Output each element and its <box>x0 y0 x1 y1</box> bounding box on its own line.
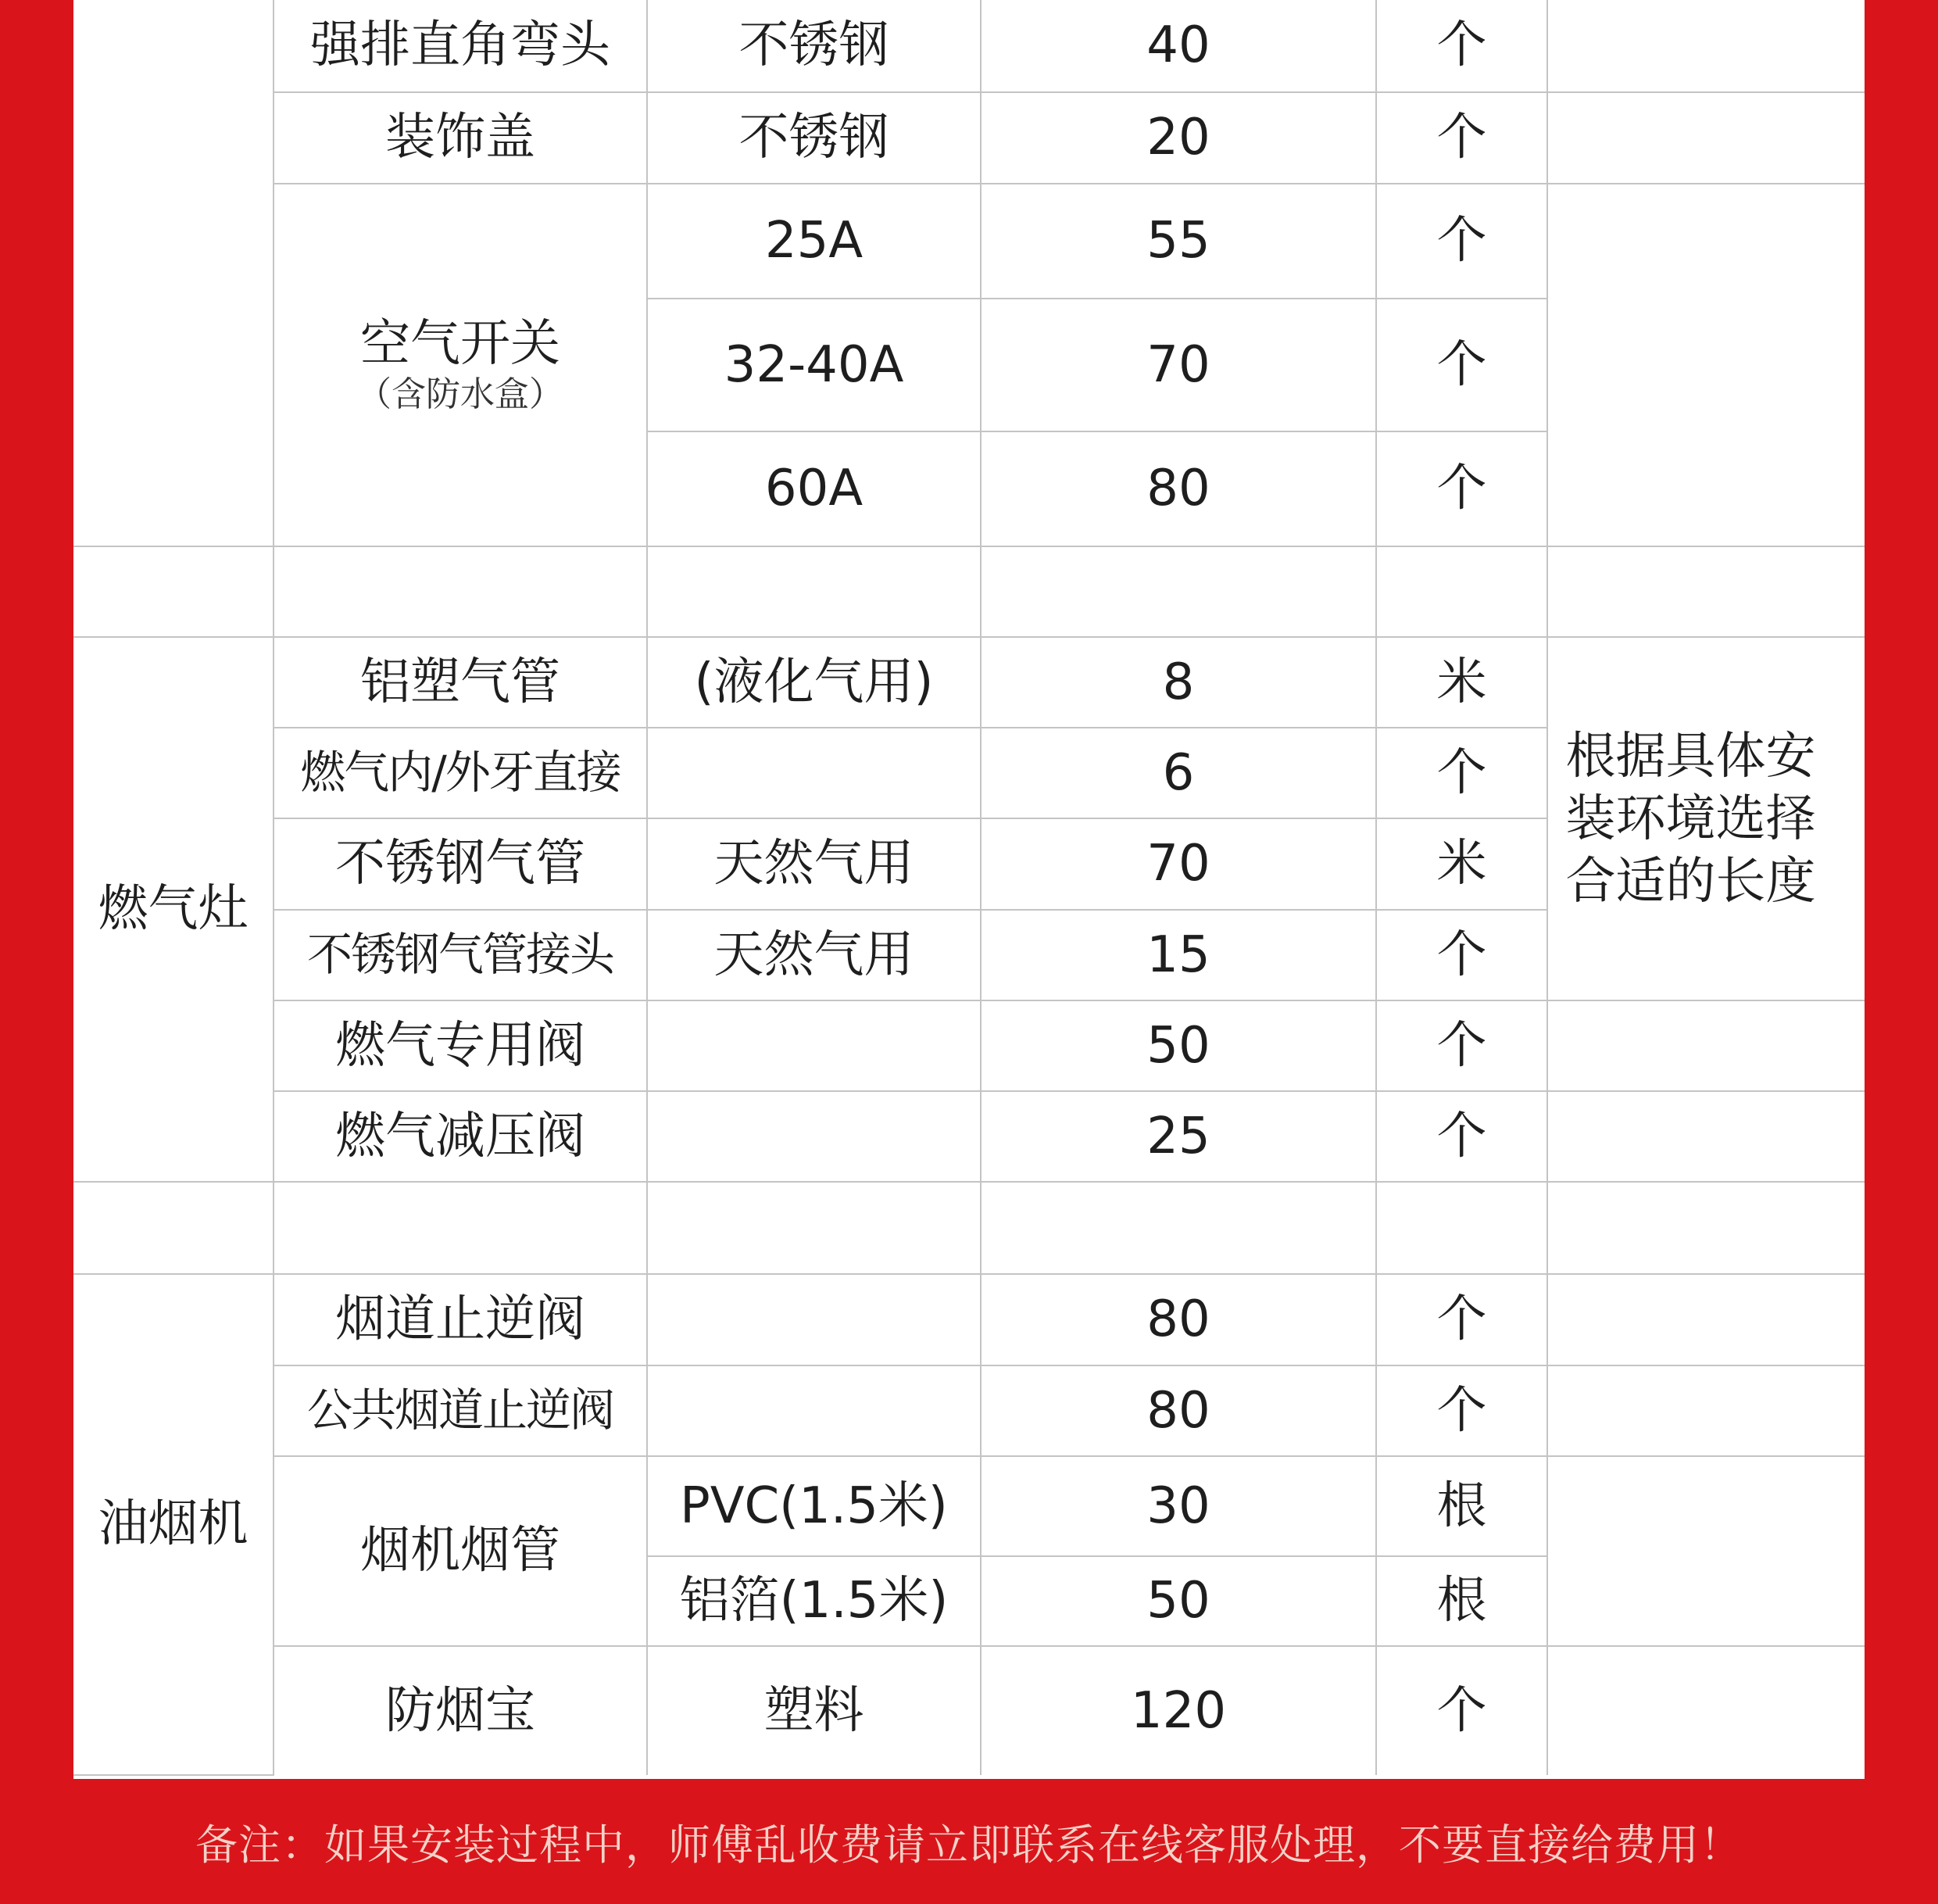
category-cell <box>73 0 274 546</box>
item-name: 不锈钢气管接头 <box>274 910 647 1000</box>
item-price: 25 <box>981 1091 1376 1182</box>
table-row <box>73 1091 1865 1182</box>
item-unit: 米 <box>1376 818 1547 910</box>
item-price: 120 <box>981 1646 1376 1775</box>
note-cell <box>1547 1456 1865 1646</box>
item-spec: 不锈钢 <box>647 92 981 184</box>
item-unit: 个 <box>1376 431 1547 546</box>
note-cell <box>1547 1274 1865 1365</box>
table-row <box>73 637 1865 728</box>
item-name: 强排直角弯头 <box>274 0 647 92</box>
item-price: 80 <box>981 1365 1376 1456</box>
item-spec: 铝箔(1.5米) <box>647 1556 981 1646</box>
item-spec: 塑料 <box>647 1646 981 1775</box>
item-spec <box>647 1365 981 1456</box>
item-name: 不锈钢气管 <box>274 818 647 910</box>
item-name: 空气开关 <box>360 314 560 373</box>
note-cell <box>1547 1646 1865 1775</box>
category-cell: 油烟机 <box>73 1274 274 1775</box>
spacer-row <box>73 546 1865 637</box>
item-unit: 个 <box>1376 184 1547 299</box>
item-name: 燃气专用阀 <box>274 1000 647 1091</box>
item-name: 装饰盖 <box>274 92 647 184</box>
note-text: 根据具体安装环境选择合适的长度 <box>1565 727 1816 911</box>
item-spec <box>647 1000 981 1091</box>
note-cell <box>1547 184 1865 546</box>
item-price: 70 <box>981 818 1376 910</box>
item-name: 铝塑气管 <box>274 637 647 728</box>
item-price: 30 <box>981 1456 1376 1556</box>
item-spec: 60A <box>647 431 981 546</box>
item-unit: 个 <box>1376 1274 1547 1365</box>
accessory-price-table <box>73 0 1865 1776</box>
item-unit: 根 <box>1376 1556 1547 1646</box>
note-cell <box>1547 92 1865 184</box>
item-name: 烟道止逆阀 <box>274 1274 647 1365</box>
item-spec: 25A <box>647 184 981 299</box>
item-spec <box>647 728 981 818</box>
item-price: 50 <box>981 1000 1376 1091</box>
item-price: 40 <box>981 0 1376 92</box>
item-unit: 个 <box>1376 92 1547 184</box>
item-unit: 米 <box>1376 637 1547 728</box>
item-unit: 个 <box>1376 1646 1547 1775</box>
item-spec: PVC(1.5米) <box>647 1456 981 1556</box>
item-price: 50 <box>981 1556 1376 1646</box>
item-price: 55 <box>981 184 1376 299</box>
item-spec: 不锈钢 <box>647 0 981 92</box>
table-row <box>73 92 1865 184</box>
item-spec <box>647 1091 981 1182</box>
item-price: 6 <box>981 728 1376 818</box>
note-cell <box>1547 1000 1865 1091</box>
item-spec: 32-40A <box>647 299 981 431</box>
item-spec: 天然气用 <box>647 818 981 910</box>
item-name: 燃气内/外牙直接 <box>274 728 647 818</box>
table-row <box>73 1365 1865 1456</box>
note-cell <box>1547 0 1865 92</box>
item-unit: 个 <box>1376 910 1547 1000</box>
item-unit: 个 <box>1376 0 1547 92</box>
item-price: 80 <box>981 431 1376 546</box>
item-name-sub: （含防水盒） <box>357 374 563 414</box>
item-name: 燃气减压阀 <box>274 1091 647 1182</box>
spacer-row <box>73 1182 1865 1274</box>
item-unit: 根 <box>1376 1456 1547 1556</box>
item-unit: 个 <box>1376 1091 1547 1182</box>
footer-remark: 备注：如果安装过程中，师傅乱收费请立即联系在线客服处理，不要直接给费用！ <box>195 1820 1743 1870</box>
item-price: 15 <box>981 910 1376 1000</box>
note-cell <box>1547 637 1865 1000</box>
table-row <box>73 1456 1865 1556</box>
item-name: 烟机烟管 <box>274 1456 647 1646</box>
item-spec: 天然气用 <box>647 910 981 1000</box>
item-name: 公共烟道止逆阀 <box>274 1365 647 1456</box>
item-spec <box>647 1274 981 1365</box>
item-unit: 个 <box>1376 1365 1547 1456</box>
table-row <box>73 1274 1865 1365</box>
item-name-air-switch <box>274 184 647 546</box>
item-spec: (液化气用) <box>647 637 981 728</box>
item-price: 8 <box>981 637 1376 728</box>
table-row <box>73 184 1865 299</box>
item-unit: 个 <box>1376 728 1547 818</box>
category-cell: 燃气灶 <box>73 637 274 1182</box>
note-cell <box>1547 1091 1865 1182</box>
item-price: 20 <box>981 92 1376 184</box>
item-unit: 个 <box>1376 1000 1547 1091</box>
table-row <box>73 0 1865 92</box>
table-row <box>73 1646 1865 1775</box>
item-name: 防烟宝 <box>274 1646 647 1775</box>
item-price: 80 <box>981 1274 1376 1365</box>
note-cell <box>1547 1365 1865 1456</box>
item-unit: 个 <box>1376 299 1547 431</box>
table-row <box>73 1000 1865 1091</box>
item-price: 70 <box>981 299 1376 431</box>
